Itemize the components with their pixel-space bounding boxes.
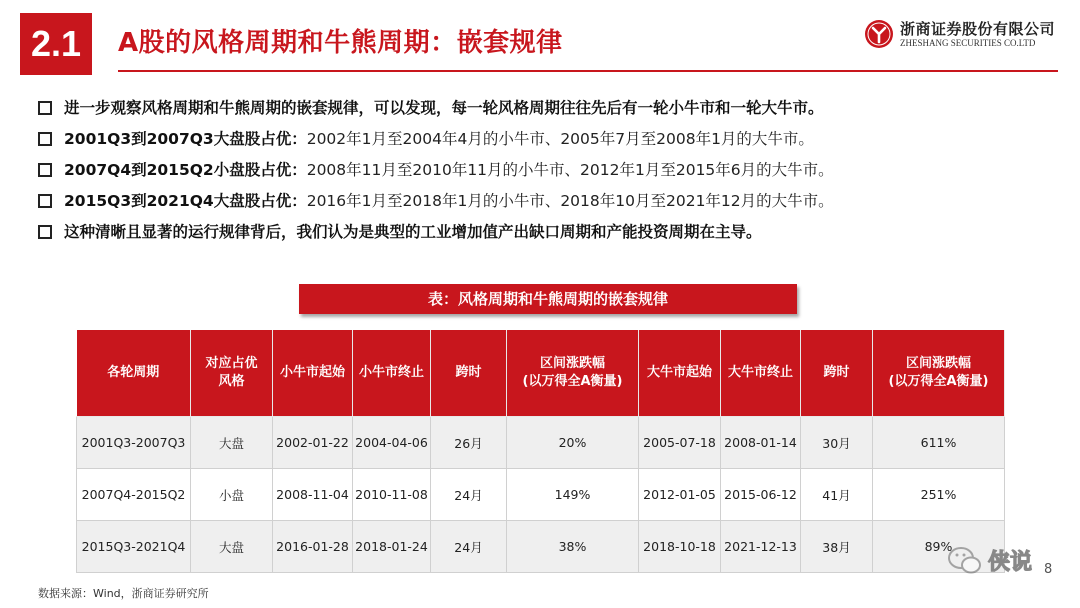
table-cell: 2007Q4-2015Q2: [77, 469, 191, 521]
table-cell: 2004-04-06: [353, 417, 431, 469]
section-number-badge: 2.1: [20, 13, 92, 75]
table-cell: 2015-06-12: [721, 469, 801, 521]
bullet-item: [38, 127, 1058, 158]
table-cell: 2002-01-22: [273, 417, 353, 469]
wechat-icon: [949, 548, 980, 573]
bullet-item: [38, 189, 1058, 220]
bullet-text: 2002年1月至2004年4月的小牛市、2005年7月至2008年1月的大牛市。: [306, 130, 814, 148]
checkbox-bullet-icon: [38, 225, 52, 239]
bullet-strong-text: 这种清晰且显著的运行规律背后，我们认为是典型的工业增加值产出缺口周期和产能投资周期在主导。: [64, 223, 762, 241]
bullet-strong-text: 2007Q4到2015Q2小盘股占优：: [64, 161, 307, 179]
wechat-watermark: [946, 540, 1042, 580]
table-cell: 2008-01-14: [721, 417, 801, 469]
table-cell: 2018-10-18: [639, 521, 721, 573]
table-cell: 41月: [801, 469, 873, 521]
checkbox-bullet-icon: [38, 132, 52, 146]
table-cell: 24月: [431, 521, 507, 573]
bullet-item: [38, 220, 1058, 251]
table-cell: 611%: [873, 417, 1005, 469]
column-header: 跨时: [431, 330, 507, 417]
table-cell: 2001Q3-2007Q3: [77, 417, 191, 469]
company-logo: [864, 18, 1064, 58]
table-cell: 2021-12-13: [721, 521, 801, 573]
table-cell: 149%: [507, 469, 639, 521]
company-logo-icon: [864, 19, 894, 49]
table-cell: 2008-11-04: [273, 469, 353, 521]
bullet-strong-text: 进一步观察风格周期和牛熊周期的嵌套规律，可以发现，每一轮风格周期往往先后有一轮小牛市和一轮大牛市。: [64, 99, 824, 117]
column-header: 区间涨跌幅 (以万得全A衡量): [507, 330, 639, 417]
table-row: [77, 469, 1005, 521]
table-cell: 24月: [431, 469, 507, 521]
table-cell: 251%: [873, 469, 1005, 521]
watermark-text: 侠说: [988, 550, 1033, 575]
table-cell: 2005-07-18: [639, 417, 721, 469]
page-number: 8: [1044, 562, 1053, 577]
column-header: 跨时: [801, 330, 873, 417]
column-header: 小牛市起始: [273, 330, 353, 417]
company-name-cn: 浙商证券股份有限公司: [900, 20, 1056, 38]
bullet-strong-text: 2001Q3到2007Q3大盘股占优：: [64, 130, 307, 148]
table-cell: 2018-01-24: [353, 521, 431, 573]
table-row: [77, 417, 1005, 469]
column-header: 大牛市起始: [639, 330, 721, 417]
table-cell: 20%: [507, 417, 639, 469]
bullet-strong-text: 2015Q3到2021Q4大盘股占优：: [64, 192, 307, 210]
table-cell: 小盘: [191, 469, 273, 521]
table-cell: 大盘: [191, 417, 273, 469]
table-header-row: [77, 330, 1005, 417]
table-cell: 30月: [801, 417, 873, 469]
column-header: 对应占优 风格: [191, 330, 273, 417]
header-divider: [118, 70, 1058, 72]
column-header: 区间涨跌幅 (以万得全A衡量): [873, 330, 1005, 417]
bullet-item: [38, 158, 1058, 189]
table-cell: 38月: [801, 521, 873, 573]
company-name-en: ZHESHANG SECURITIES CO.LTD: [900, 38, 1036, 48]
cycle-table: [76, 330, 1005, 573]
table-cell: 2016-01-28: [273, 521, 353, 573]
table-cell: 大盘: [191, 521, 273, 573]
bullet-text: 2016年1月至2018年1月的小牛市、2018年10月至2021年12月的大牛市。: [306, 192, 834, 210]
table-cell: 38%: [507, 521, 639, 573]
table-cell: 89%: [873, 521, 1005, 573]
column-header: 小牛市终止: [353, 330, 431, 417]
checkbox-bullet-icon: [38, 194, 52, 208]
table-cell: 2015Q3-2021Q4: [77, 521, 191, 573]
bullet-list: [38, 96, 1058, 251]
table-caption: 表：风格周期和牛熊周期的嵌套规律: [299, 284, 797, 314]
table-cell: 2010-11-08: [353, 469, 431, 521]
bullet-item: [38, 96, 1058, 127]
column-header: 各轮周期: [77, 330, 191, 417]
table-row: [77, 521, 1005, 573]
bullet-text: 2008年11月至2010年11月的小牛市、2012年1月至2015年6月的大牛市。: [306, 161, 834, 179]
table-cell: 26月: [431, 417, 507, 469]
checkbox-bullet-icon: [38, 163, 52, 177]
page-title: A股的风格周期和牛熊周期：嵌套规律: [118, 28, 563, 58]
column-header: 大牛市终止: [721, 330, 801, 417]
data-source-note: 数据来源：Wind，浙商证券研究所: [38, 587, 209, 600]
table-cell: 2012-01-05: [639, 469, 721, 521]
checkbox-bullet-icon: [38, 101, 52, 115]
